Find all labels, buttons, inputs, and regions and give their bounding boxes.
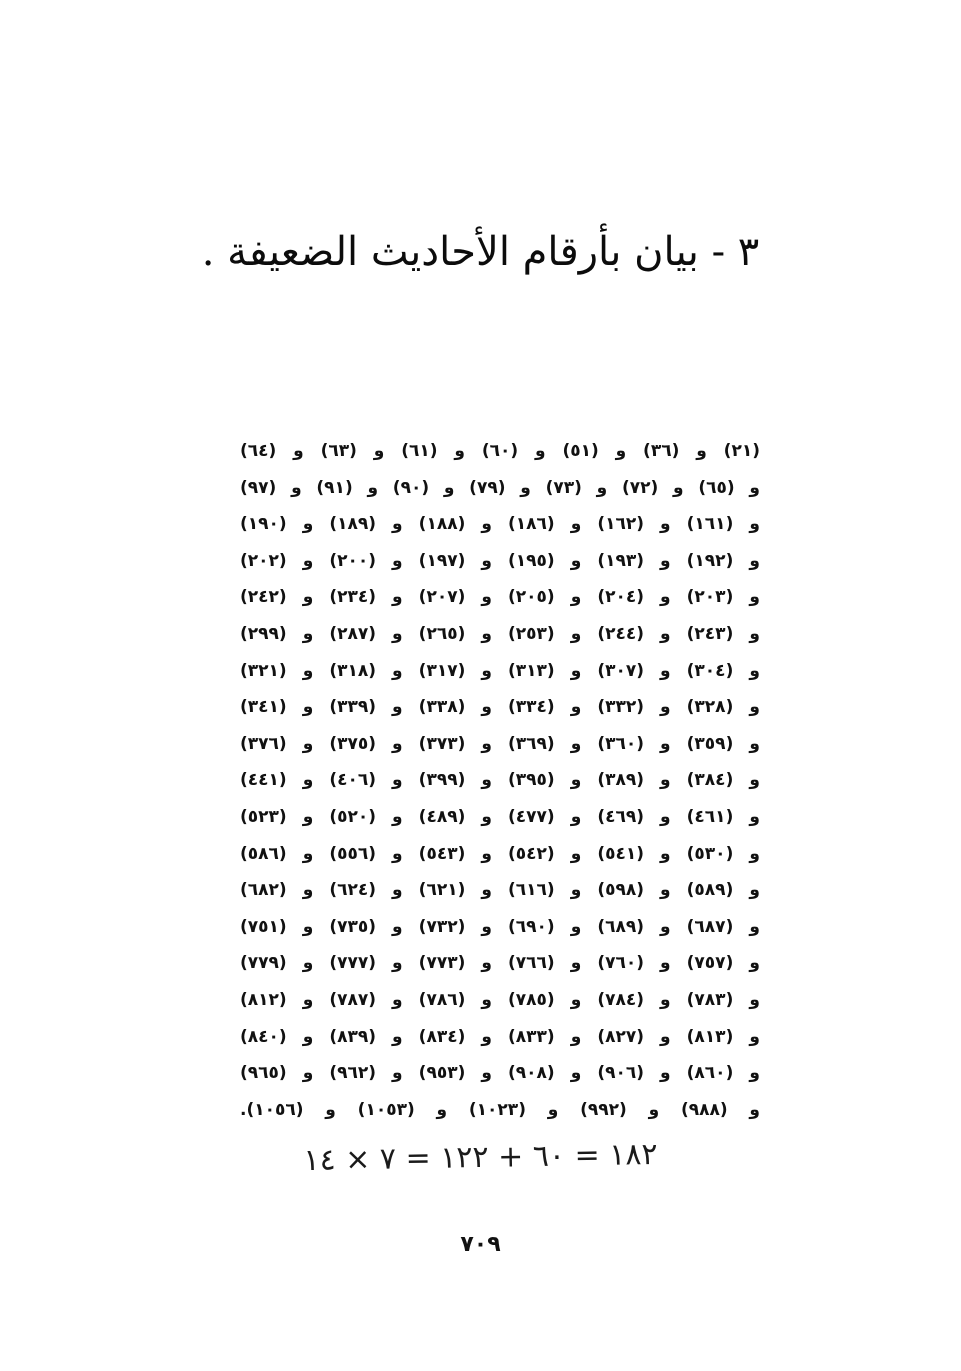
index-line: و (٦٥) و (٧٢) و (٧٣) و (٧٩) و (٩٠) و (٩١) و (٩٧) [240, 477, 760, 498]
index-line: و (٢٠٣) و (٢٠٤) و (٢٠٥) و (٢٠٧) و (٢٣٤) و (٢٤٢) [240, 587, 760, 608]
handwritten-note: ١٨٢ = ٦٠ + ١٢٢ = ٧ × ١٤ [303, 1136, 658, 1179]
index-line: و (٣٢٨) و (٣٣٢) و (٣٣٤) و (٣٣٨) و (٣٣٩) و (٣٤١) [240, 697, 760, 718]
index-line: و (٣٥٩) و (٣٦٠) و (٣٦٩) و (٣٧٣) و (٣٧٥) و (٣٧٦) [240, 733, 760, 754]
index-line: (٢١) و (٣٦) و (٥١) و (٦٠) و (٦١) و (٦٣) و (٦٤) [240, 441, 760, 461]
index-line: و (٩٨٨) و (٩٩٢) و (١٠٢٣) و (١٠٥٣) و (١٠٥٦). [240, 1099, 761, 1120]
index-line: و (١٩٢) و (١٩٣) و (١٩٥) و (١٩٧) و (٢٠٠) و (٢٠٢) [240, 550, 760, 571]
index-line: و (٢٤٣) و (٢٤٤) و (٢٥٣) و (٢٦٥) و (٢٨٧) و (٢٩٩) [240, 623, 760, 644]
index-line: و (٧٥٧) و (٧٦٠) و (٧٦٦) و (٧٧٣) و (٧٧٧) و (٧٧٩) [240, 953, 760, 974]
index-line: و (١٦١) و (١٦٢) و (١٨٦) و (١٨٨) و (١٨٩) و (١٩٠) [240, 514, 760, 535]
index-line: و (٨٦٠) و (٩٠٦) و (٩٠٨) و (٩٥٣) و (٩٦٢) و (٩٦٥) [240, 1063, 760, 1084]
index-line: و (٤٦١) و (٤٦٩) و (٤٧٧) و (٤٨٩) و (٥٢٠) و (٥٢٣) [240, 806, 760, 827]
index-line: و (٣٠٤) و (٣٠٧) و (٣١٣) و (٣١٧) و (٣١٨) و (٣٢١) [240, 660, 760, 681]
index-line: و (٣٨٤) و (٣٨٩) و (٣٩٥) و (٣٩٩) و (٤٠٦) و (٤٤١) [240, 770, 760, 791]
index-line: و (٧٨٣) و (٧٨٤) و (٧٨٥) و (٧٨٦) و (٧٨٧) و (٨١٢) [240, 989, 760, 1010]
index-line: و (٥٣٠) و (٥٤١) و (٥٤٢) و (٥٤٣) و (٥٥٦) و (٥٨٦) [240, 843, 760, 864]
page-title: ٣ - بيان بأرقام الأحاديث الضعيفة . [201, 229, 760, 275]
hadith-index-list [240, 433, 760, 1128]
index-line: و (٥٨٩) و (٥٩٨) و (٦١٦) و (٦٢١) و (٦٢٤) و (٦٨٢) [240, 880, 760, 901]
page-number: ٧٠٩ [460, 1232, 501, 1257]
index-line: و (٦٨٧) و (٦٨٩) و (٦٩٠) و (٧٣٢) و (٧٣٥) و (٧٥١) [240, 916, 760, 937]
index-line: و (٨١٣) و (٨٢٧) و (٨٣٣) و (٨٣٤) و (٨٣٩) و (٨٤٠) [240, 1026, 760, 1047]
